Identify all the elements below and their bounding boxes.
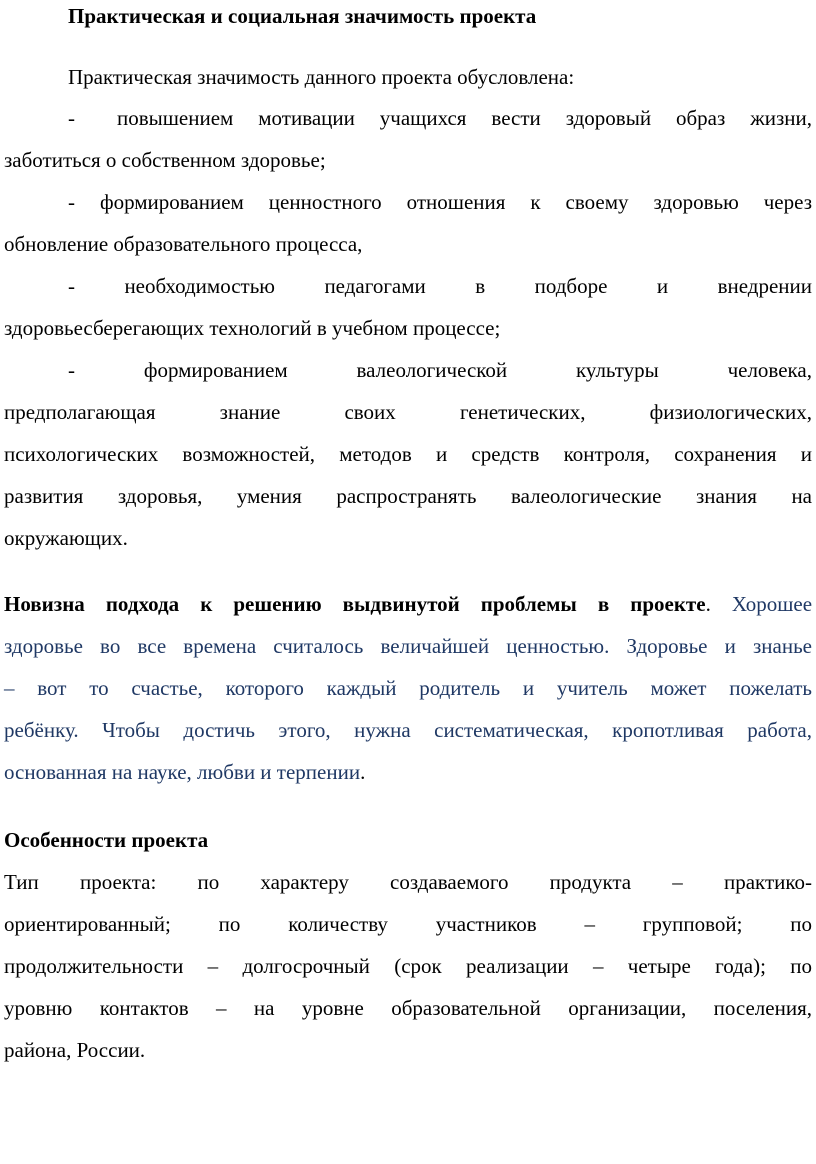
novelty-text-start: Хорошее [731, 592, 813, 616]
bullet-2-line-2: обновление образовательного процесса, [4, 232, 363, 256]
bullet-text: повышением мотивации учащихся вести здоровый образ жизни, [117, 106, 812, 130]
section-title-features: Особенности проекта [4, 828, 209, 852]
title-period: . [705, 592, 711, 616]
bullet-4-line-5: окружающих. [4, 526, 128, 550]
bullet-4-line-2: предполагающая знание своих генетических, физиологических, [4, 400, 812, 424]
bullet-dash: - [68, 106, 75, 130]
intro-paragraph: Практическая значимость данного проекта обусловлена: [68, 65, 575, 89]
bullet-4-line-1: - формированием валеологической культуры человека, [68, 358, 812, 382]
novelty-period: . [360, 760, 366, 784]
bullet-3-line-2: здоровьесберегающих технологий в учебном процессе; [4, 316, 501, 340]
features-line-3: продолжительности – долгосрочный (срок реализации – четыре года); по [4, 954, 812, 978]
novelty-line-1 [4, 590, 812, 618]
bullet-4-line-3: психологических возможностей, методов и средств контроля, сохранения и [4, 442, 812, 466]
novelty-line-2: здоровье во все времена считалось величайшей ценностью. Здоровье и знанье [4, 634, 812, 658]
novelty-line-4: ребёнку. Чтобы достичь этого, нужна систематическая, кропотливая работа, [4, 718, 812, 742]
bullet-1-line-1 [68, 104, 812, 132]
section-title-novelty: Новизна подхода к решению выдвинутой проблемы в проекте [4, 592, 706, 616]
features-line-2: ориентированный; по количеству участников – групповой; по [4, 912, 812, 936]
novelty-line-3: – вот то счастье, которого каждый родитель и учитель может пожелать [4, 676, 812, 700]
novelty-text-end: основанная на науке, любви и терпении [4, 760, 361, 784]
section-title-significance: Практическая и социальная значимость проекта [68, 4, 537, 28]
bullet-1-line-2: заботиться о собственном здоровье; [4, 148, 326, 172]
novelty-line-5 [4, 758, 812, 786]
features-line-4: уровню контактов – на уровне образовательной организации, поселения, [4, 996, 812, 1020]
bullet-3-line-1: - необходимостью педагогами в подборе и внедрении [68, 274, 812, 298]
bullet-2-line-1: - формированием ценностного отношения к своему здоровью через [68, 190, 812, 214]
features-line-1: Тип проекта: по характеру создаваемого продукта – практико- [4, 870, 812, 894]
bullet-4-line-4: развития здоровья, умения распространять валеологические знания на [4, 484, 812, 508]
features-line-5: района, России. [4, 1038, 146, 1062]
